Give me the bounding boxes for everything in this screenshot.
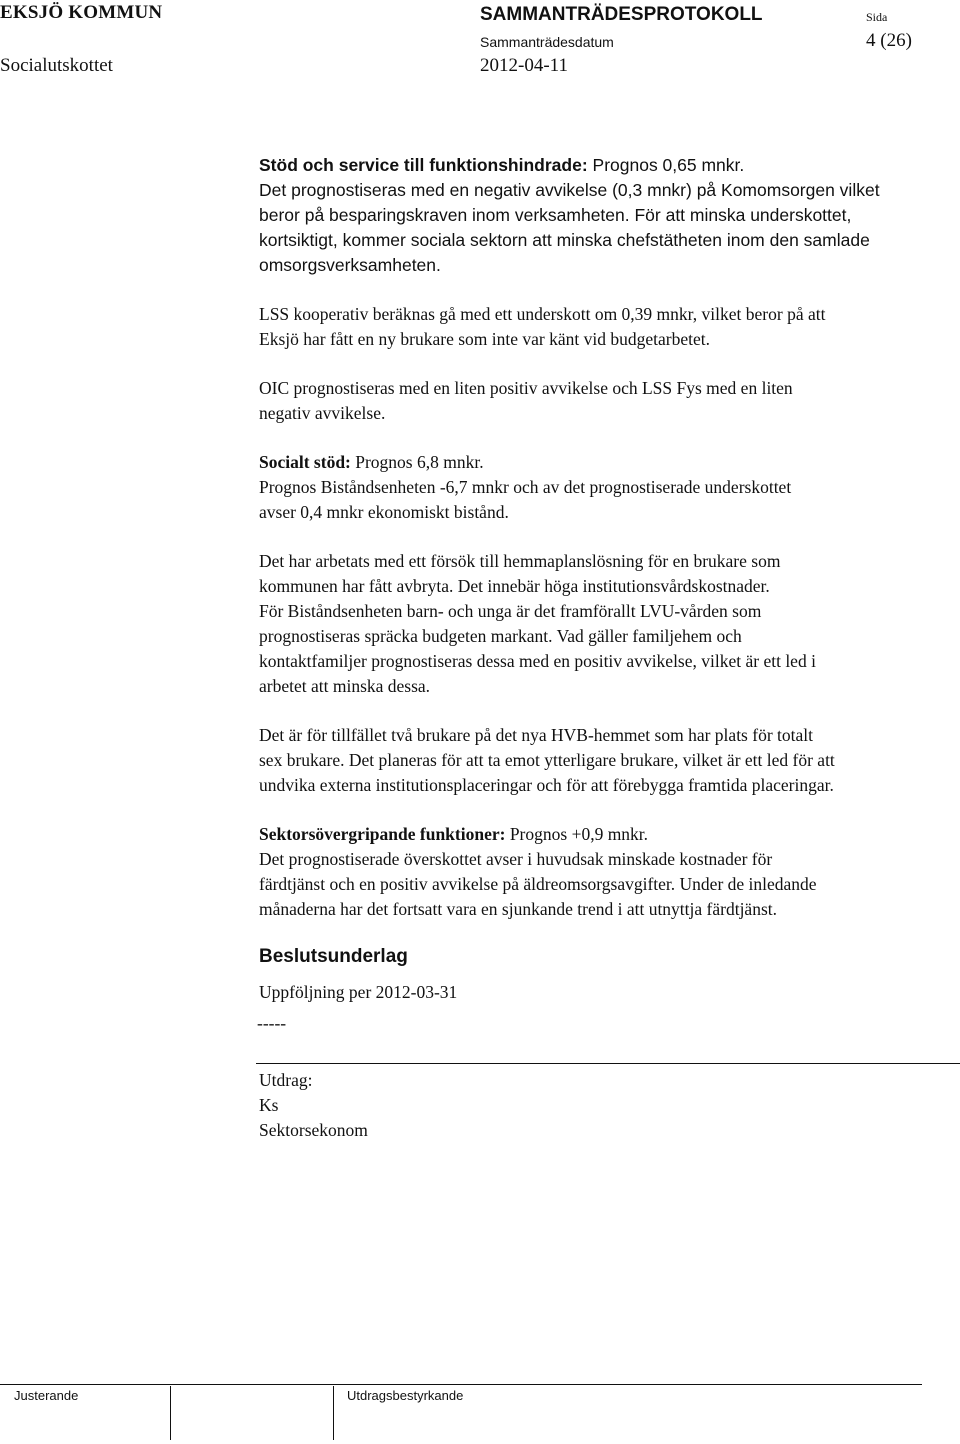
section-prognosis: Prognos +0,9 mnkr. [505,824,649,844]
basis-heading: Beslutsunderlag [259,946,408,967]
document-type: SAMMANTRÄDESPROTOKOLL [480,4,763,25]
adjuster-label: Justerande [14,1388,79,1403]
text-line: prognostiseras spräcka budgeten markant. Vad gäller familjehem och [259,626,742,646]
section-heading-lss: Stöd och service till funktionshindrade: [259,155,588,175]
basis-item: Uppföljning per 2012-03-31 [259,982,458,1002]
text-line: För Biståndsenheten barn- och unga är det framförallt LVU-vården som [259,601,762,621]
separator-dashes: ----- [257,1013,287,1033]
meeting-date: 2012-04-11 [480,55,568,76]
text-line: LSS kooperativ beräknas gå med ett underskott om 0,39 mnkr, vilket beror på att [259,304,826,324]
text-line: negativ avvikelse. [259,403,386,423]
extract-divider [256,1063,960,1064]
text-line: Det har arbetats med ett försök till hemmaplanslösning för en brukare som [259,551,781,571]
text-line: OIC prognostiseras med en liten positiv avvikelse och LSS Fys med en liten [259,378,793,398]
text-line: kortsiktigt, kommer sociala sektorn att minska chefstätheten inom den samlade [259,230,870,250]
text-line: Eksjö har fått en ny brukare som inte var känt vid budgetarbetet. [259,329,710,349]
section-prognosis: Prognos 0,65 mnkr. [587,155,745,175]
meeting-date-label: Sammanträdesdatum [480,34,614,50]
paragraph-heading-line [259,822,959,847]
section-heading-sector: Sektorsövergripande funktioner: [259,824,506,844]
page-label: Sida [866,10,888,24]
signature-box-divider [333,1386,334,1440]
signature-box-divider [170,1386,171,1440]
extract-recipient: Ks [259,1095,279,1115]
section-prognosis: Prognos 6,8 mnkr. [350,452,484,472]
text-line: avser 0,4 mnkr ekonomiskt bistånd. [259,502,509,522]
text-line: beror på besparingskraven inom verksamheten. För att minska underskottet, [259,205,852,225]
text-line: undvika externa institutionsplaceringar och för att förebygga framtida placeringar. [259,775,834,795]
section-heading-social: Socialt stöd: [259,452,351,472]
extract-label: Utdrag: [259,1070,313,1090]
text-line: kommunen har fått avbryta. Det innebär höga institutionsvårdskostnader. [259,576,770,596]
text-line: Det prognostiseras med en negativ avvikelse (0,3 mnkr) på Komomsorgen vilket [259,180,880,200]
text-line: sex brukare. Det planeras för att ta emot ytterligare brukare, vilket är ett led för att [259,750,835,770]
department-name: Socialutskottet [0,55,113,76]
paragraph-heading-line [259,450,959,475]
footer-line [0,1384,922,1385]
text-line: Det prognostiserade överskottet avser i huvudsak minskade kostnader för [259,849,773,869]
page-number: 4 (26) [866,30,912,51]
extract-recipient: Sektorsekonom [259,1120,368,1140]
extract-block [259,1068,368,1143]
text-line: månaderna har det fortsatt vara en sjunkande trend i att utnyttja färdtjänst. [259,899,778,919]
text-line: Prognos Biståndsenheten -6,7 mnkr och av det prognostiserade underskottet [259,477,792,497]
organization-name: EKSJÖ KOMMUN [0,2,163,23]
text-line: kontaktfamiljer prognostiseras dessa med en positiv avvikelse, vilket är ett led i [259,651,816,671]
document-body [259,153,959,1036]
text-line: Det är för tillfället två brukare på det nya HVB-hemmet som har plats för totalt [259,725,813,745]
paragraph-heading-line [259,153,959,178]
certifier-label: Utdragsbestyrkande [347,1388,464,1403]
text-line: arbetet att minska dessa. [259,676,431,696]
text-line: omsorgsverksamheten. [259,255,441,275]
text-line: färdtjänst och en positiv avvikelse på äldreomsorgsavgifter. Under de inledande [259,874,817,894]
